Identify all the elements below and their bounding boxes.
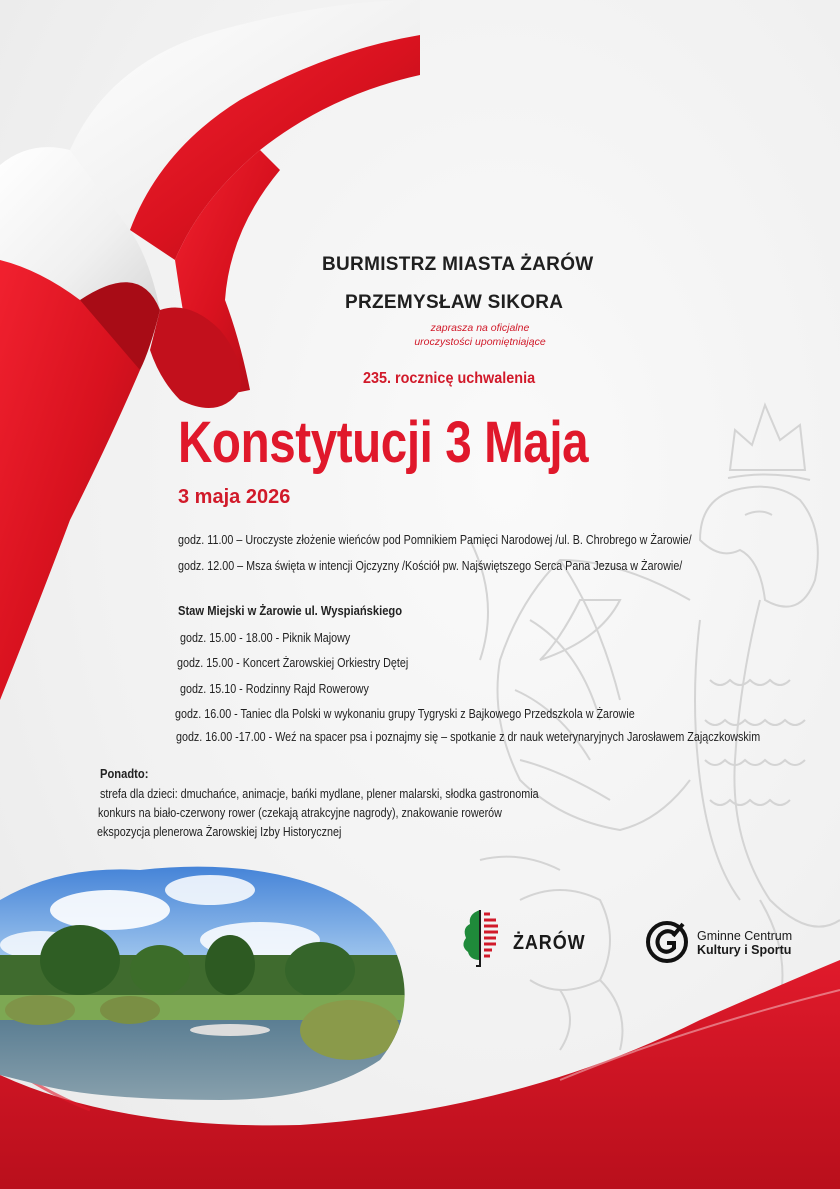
afternoon-location: Staw Miejski w Żarowie ul. Wyspiańskiego bbox=[178, 603, 403, 618]
pond-park-photo bbox=[0, 860, 420, 1105]
gcks-line-2: Kultury i Sportu bbox=[697, 943, 792, 957]
schedule-item: godz. 15.00 - Koncert Żarowskiej Orkiestry Dętej bbox=[177, 656, 409, 670]
extras-item: ekspozycja plenerowa Żarowskiej Izby Historycznej bbox=[97, 825, 342, 839]
organizer-title: BURMISTRZ MIASTA ŻARÓW bbox=[322, 254, 594, 275]
gcks-logo bbox=[645, 918, 815, 968]
invite-line-2: uroczystości upomiętniające bbox=[414, 336, 546, 348]
organizer-name: PRZEMYSŁAW SIKORA bbox=[345, 292, 564, 313]
schedule-item: godz. 11.00 – Uroczyste złożenie wieńców pod Pomnikiem Pamięci Narodowej /ul. B. Chrobrego w Żarowie/ bbox=[178, 533, 692, 547]
invite-text bbox=[380, 321, 580, 349]
event-date: 3 maja 2026 bbox=[178, 486, 291, 508]
zarow-logo-text: ŻARÓW bbox=[513, 932, 586, 954]
schedule-item: godz. 15.10 - Rodzinny Rajd Rowerowy bbox=[180, 682, 369, 696]
zarow-logo bbox=[460, 910, 595, 970]
tree-icon bbox=[460, 906, 510, 970]
extras-item: konkurs na biało-czerwony rower (czekają atrakcyjne nagrody), znakowanie rowerów bbox=[98, 806, 502, 820]
schedule-item: godz. 12.00 – Msza święta w intencji Ojczyzny /Kościół pw. Najświętszego Serca Pana Jezusa w Żarowie/ bbox=[178, 559, 683, 573]
extras-heading: Ponadto: bbox=[100, 766, 149, 781]
invite-line-1: zaprasza na oficjalne bbox=[430, 322, 530, 334]
schedule-item: godz. 16.00 - Taniec dla Polski w wykonaniu grupy Tygryski z Bajkowego Przedszkola w Żarowie bbox=[175, 707, 635, 721]
g-logo-icon bbox=[645, 918, 693, 966]
event-title: Konstytucji 3 Maja bbox=[178, 410, 589, 475]
anniversary-text: 235. rocznicę uchwalenia bbox=[363, 370, 536, 387]
schedule-item: godz. 15.00 - 18.00 - Piknik Majowy bbox=[180, 631, 351, 645]
gcks-line-1: Gminne Centrum bbox=[697, 929, 793, 943]
schedule-item: godz. 16.00 -17.00 - Weź na spacer psa i poznajmy się – spotkanie z dr nauk weterynaryjnych Jarosławem Zajączkowskim bbox=[176, 730, 761, 744]
extras-item: strefa dla dzieci: dmuchańce, animacje, bańki mydlane, plener malarski, słodka gastronomia bbox=[100, 787, 539, 801]
